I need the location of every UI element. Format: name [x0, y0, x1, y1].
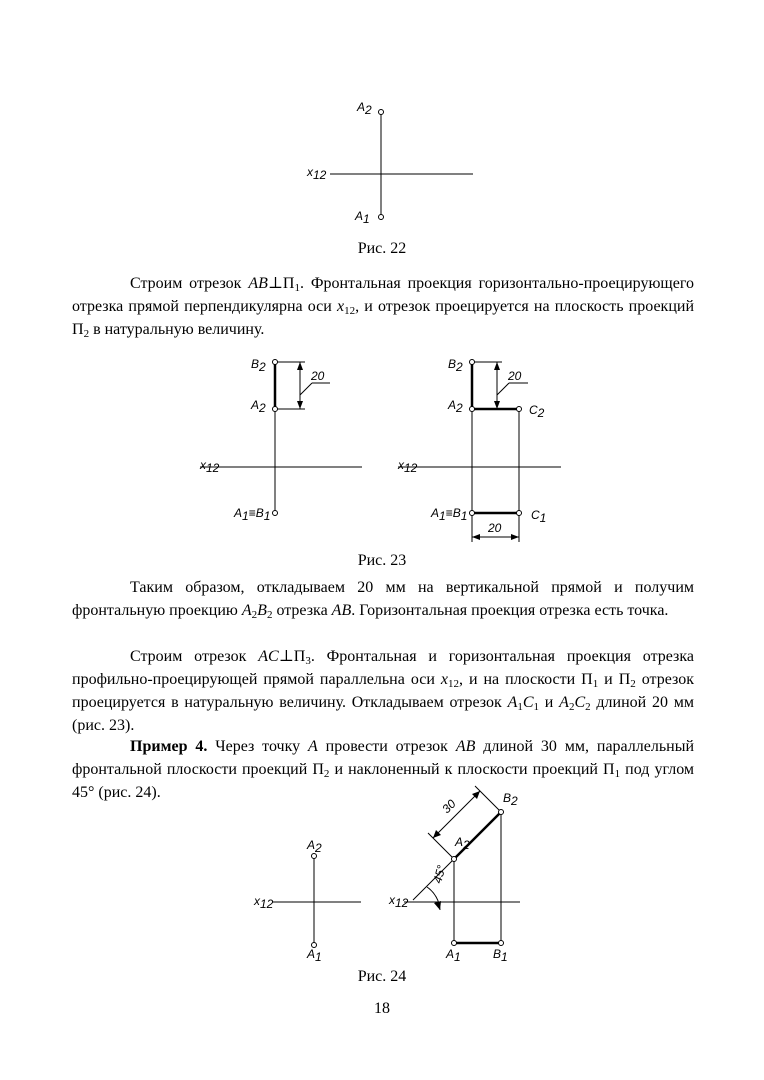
fig23-left-label-a2: A2 [251, 398, 266, 415]
fig24-left-label-a1: A1 [307, 947, 322, 964]
fig22-label-a2: A2 [357, 100, 372, 117]
fig24-right-angle-45: 45° [430, 863, 449, 885]
fig23-right-label-b2: B2 [448, 357, 463, 374]
fig23-right-label-c2: C2 [529, 403, 545, 420]
paragraph-4: Пример 4. Через точку A провести отрезок AB длиной 30 мм, параллельный фронтальной плоскости проекций $П_2$ и наклоненный к плоскости проекций $П_1$ под углом 45° (рис. 24). [72, 738, 695, 801]
figure-24-left [272, 854, 361, 948]
fig23-left-dim-20: 20 [311, 369, 325, 383]
caption-fig-24: Рис. 24 [357, 968, 407, 985]
fig23-right-label-c1: C1 [531, 508, 547, 525]
fig23-right-label-x12: x12 [398, 458, 418, 475]
fig23-left-label-x12: x12 [200, 458, 220, 475]
figure-22 [330, 110, 473, 220]
paragraph-3: Строим отрезок $AC\perp П_3$. Фронтальная и горизонтальная проекция отрезка профильно-проецирующей прямой параллельна оси $x_{12}$, и на плоскости $П_1$ и $П_2$ отрезок проецируется в натуральную величину. Откладываем отрезок $A_1C_1$ и $A_2C_2$ длиной 20 мм (рис. 23). [72, 648, 695, 734]
fig23-right-dim-h-20: 20 [488, 521, 502, 535]
fig24-right-label-b1: B1 [493, 947, 508, 964]
fig24-left-label-a2: A2 [307, 838, 322, 855]
figure-24-right [404, 786, 520, 946]
fig22-label-x12: x12 [307, 165, 327, 182]
paragraph-1: Строим отрезок $AB\perp П_1$. Фронтальная проекция горизонтально-проецирующего отрезка прямой перпендикулярна оси $x_{12}$, и отрезок проецируется на плоскость проекций $П_2$ в натуральную величину. [72, 275, 695, 340]
caption-fig-23: Рис. 23 [357, 552, 407, 569]
figure-23-left [200, 360, 362, 516]
fig23-left-label-a1b1: A1≡B1 [234, 506, 271, 523]
fig24-right-label-b2: B2 [503, 791, 518, 808]
page-number: 18 [374, 1000, 390, 1017]
fig24-left-label-x12: x12 [254, 894, 274, 911]
caption-fig-22: Рис. 22 [357, 240, 407, 257]
fig23-left-label-b2: B2 [251, 357, 266, 374]
fig23-right-dim-v-20: 20 [508, 369, 522, 383]
fig23-right-label-a2: A2 [448, 398, 463, 415]
paragraph-2: Таким образом, откладываем 20 мм на вертикальной прямой и получим фронтальную проекцию $A_2B_2$ отрезка AB. Горизонтальная проекция отрезка есть точка. [72, 579, 694, 621]
fig24-right-label-a2: A2 [455, 835, 470, 852]
fig24-right-dim-30: 30 [439, 796, 459, 817]
fig23-right-label-a1b1: A1≡B1 [431, 506, 468, 523]
fig24-right-label-x12: x12 [389, 893, 409, 910]
fig22-label-a1: A1 [355, 209, 370, 226]
fig24-right-label-a1: A1 [446, 947, 461, 964]
